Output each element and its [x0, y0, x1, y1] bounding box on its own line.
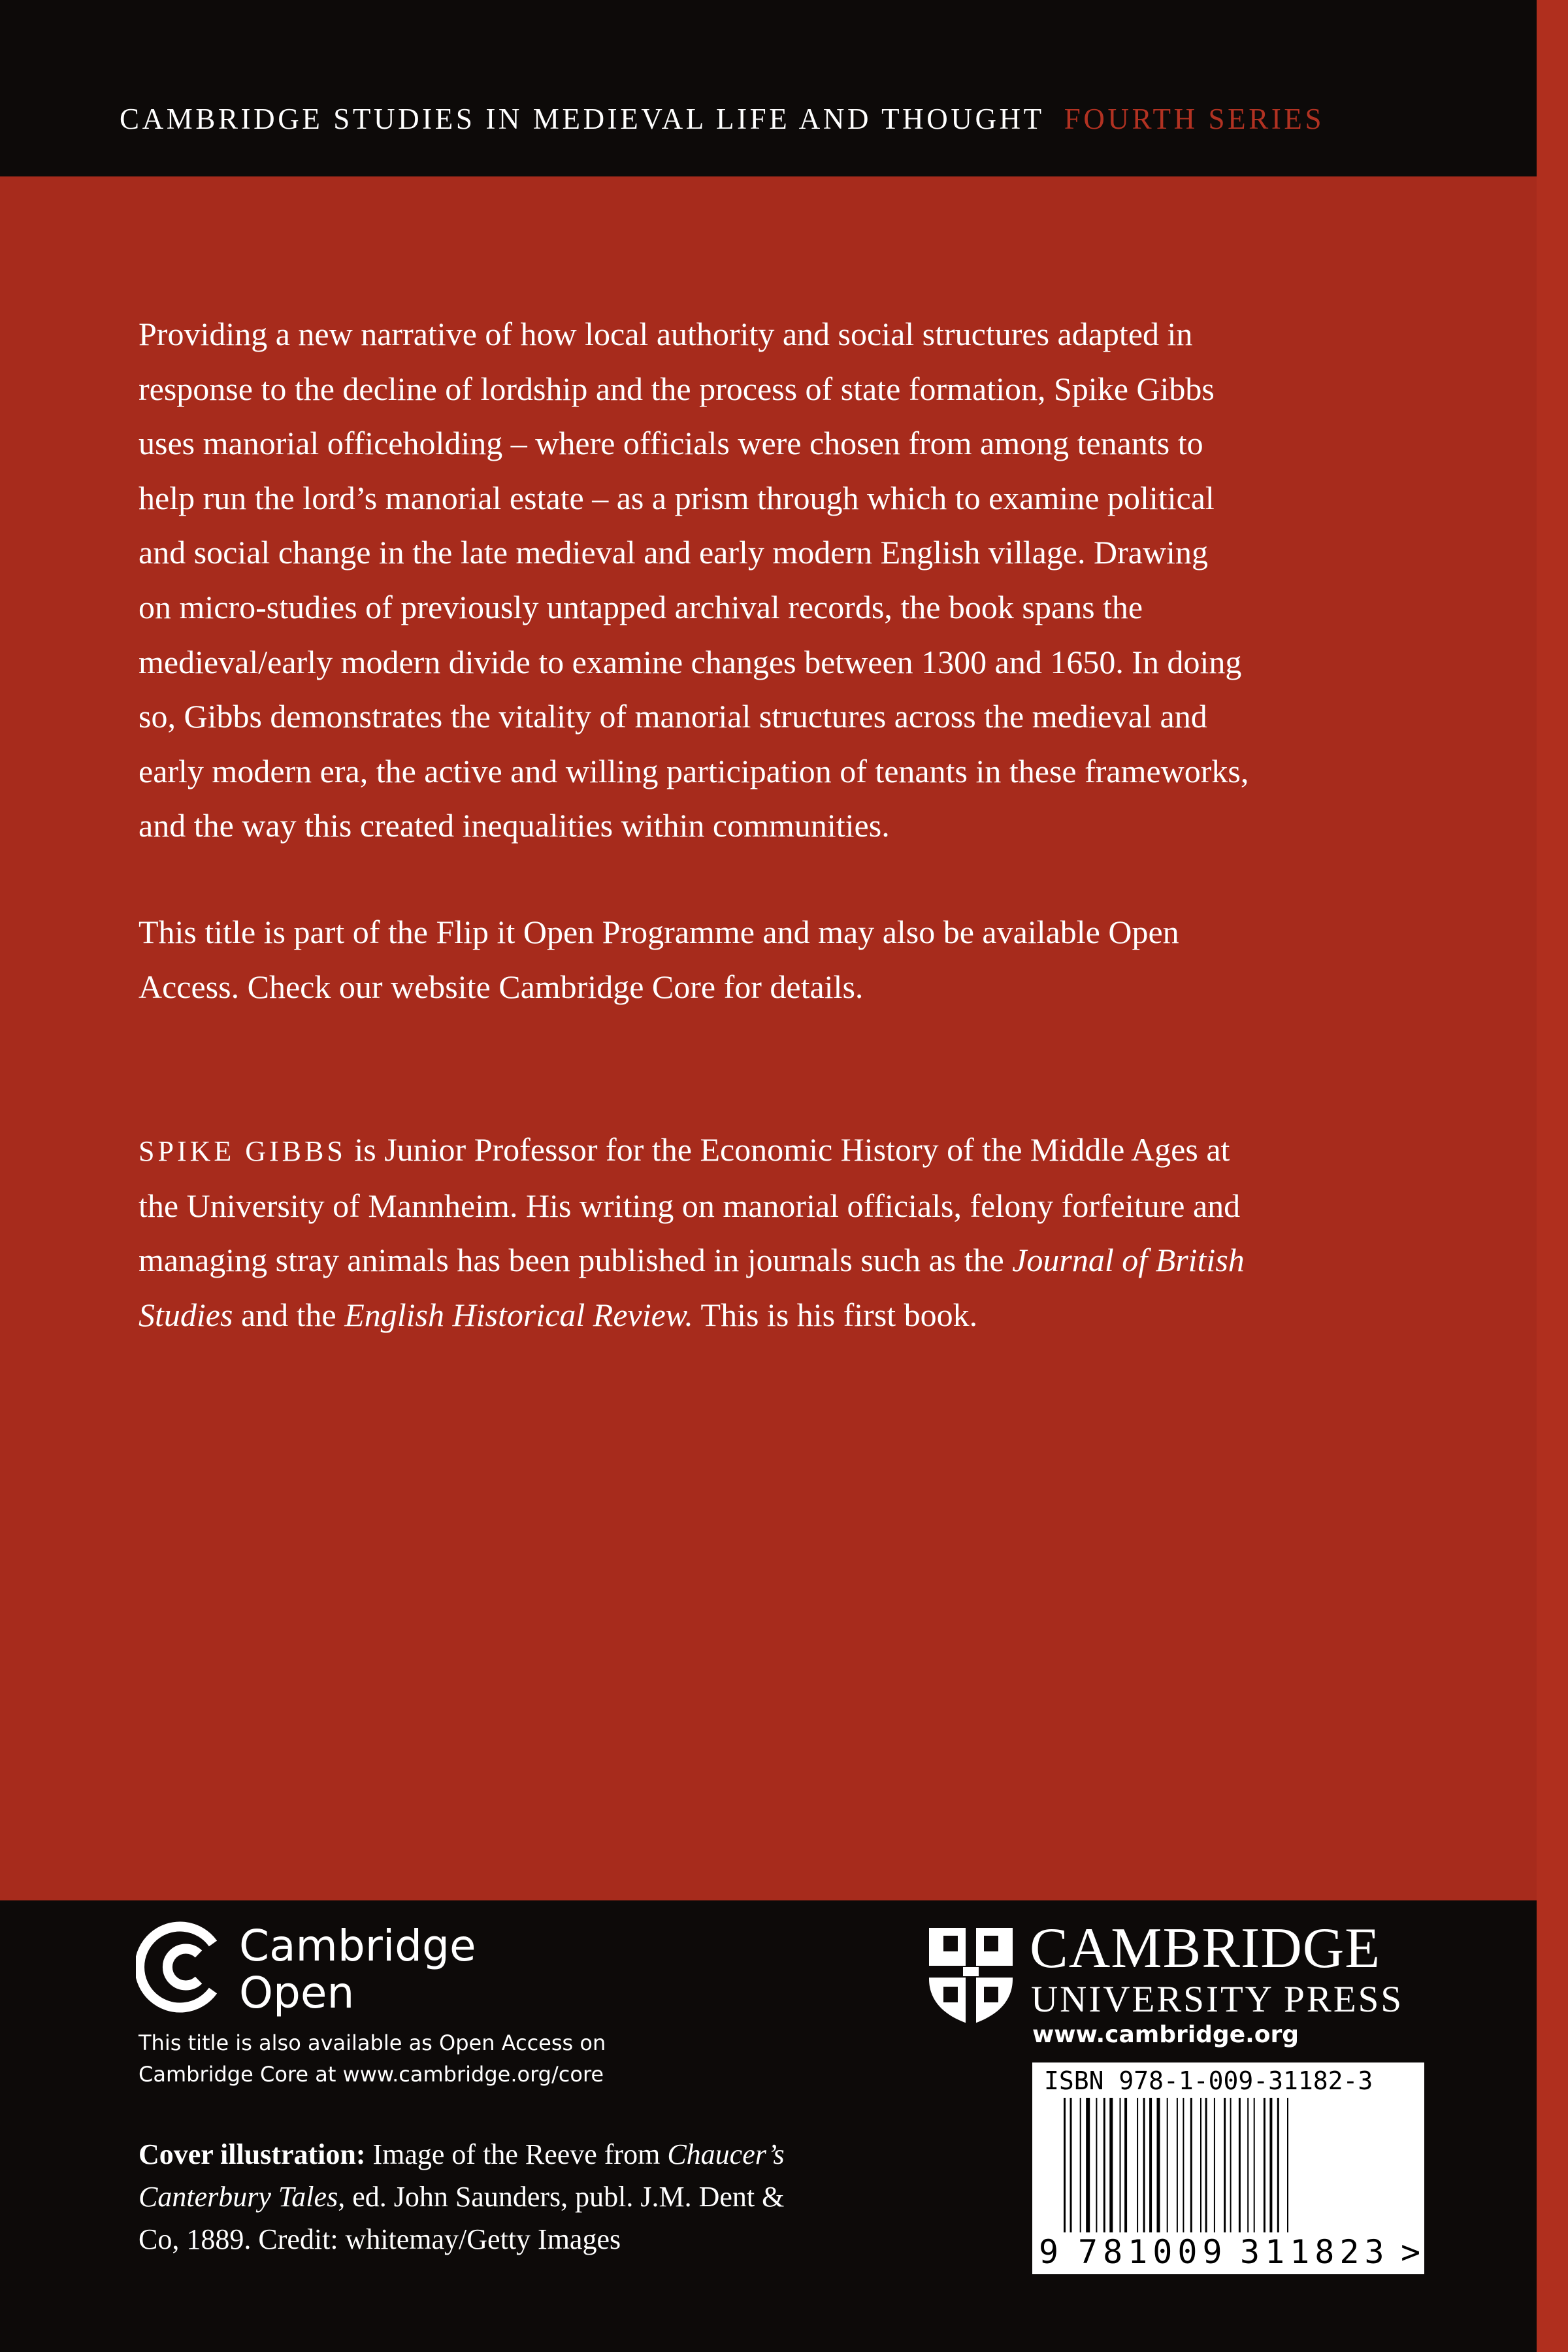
bio-line-4 — [139, 1288, 1445, 1343]
isbn-barcode — [1032, 2062, 1424, 2274]
university-shield-icon — [926, 1925, 1015, 2027]
barcode-digits — [1032, 2234, 1424, 2270]
journal-title: English Historical Review. — [344, 1296, 693, 1333]
journal-title: Studies — [139, 1296, 233, 1333]
series-subtitle: FOURTH SERIES — [1064, 103, 1325, 135]
credit-text: , ed. John Saunders, publ. J.M. Dent & — [338, 2181, 785, 2213]
publisher-name: CAMBRIDGE — [1030, 1917, 1381, 1980]
publisher-subtitle: UNIVERSITY PRESS — [1031, 1979, 1404, 2020]
credit-title: Canterbury Tales — [139, 2181, 338, 2213]
availability-line: Cambridge Core at www.cambridge.org/core — [139, 2062, 604, 2087]
cambridge-open-logo-icon — [136, 1921, 227, 2013]
description-line: on micro-studies of previously untapped archival records, the book spans the — [139, 588, 1143, 625]
description-line: uses manorial officeholding – where officials were chosen from among tenants to — [139, 425, 1203, 462]
bio-line-3 — [139, 1233, 1445, 1288]
journal-title: Journal of British — [1012, 1242, 1245, 1279]
bio-line-1 — [139, 1123, 1445, 1179]
cover-illustration-credit — [139, 2133, 825, 2261]
description-line: help run the lord’s manorial estate – as a prism through which to examine political — [139, 479, 1215, 516]
open-access-availability — [139, 2027, 648, 2090]
series-header-band — [0, 0, 1537, 176]
open-access-note — [139, 905, 1445, 1014]
description-line: so, Gibbs demonstrates the vitality of manorial structures across the medieval and — [139, 698, 1207, 735]
bio-text: is Junior Professor for the Economic History of the Middle Ages at — [346, 1131, 1230, 1168]
cambridge-open-wordmark — [239, 1923, 476, 2017]
credit-title: Chaucer’s — [667, 2138, 785, 2170]
description-line: early modern era, the active and willing participation of tenants in these frameworks, — [139, 752, 1249, 789]
cambridge-open-line1: Cambridge — [239, 1921, 476, 1971]
series-title: CAMBRIDGE STUDIES IN MEDIEVAL LIFE AND THOUGHT — [120, 103, 1045, 135]
open-access-line: Access. Check our website Cambridge Core for details. — [139, 968, 864, 1005]
credit-text: Image of the Reeve from — [365, 2138, 668, 2170]
description-line: and the way this created inequalities within communities. — [139, 807, 890, 844]
author-bio — [139, 1123, 1445, 1342]
author-name: SPIKE GIBBS — [139, 1135, 346, 1167]
credit-line-2 — [139, 2176, 825, 2218]
right-edge-strip — [1537, 0, 1568, 2352]
bio-line-2: the University of Mannheim. His writing on manorial officials, felony forfeiture and — [139, 1187, 1241, 1224]
open-access-line: This title is part of the Flip it Open Programme and may also be available Open — [139, 914, 1179, 950]
barcode-digits-right: 311823 — [1240, 2233, 1390, 2271]
credit-line-1 — [139, 2133, 825, 2176]
barcode-digit-first: 9 — [1039, 2233, 1059, 2271]
barcode-bars — [1032, 2098, 1424, 2232]
cambridge-open-line2: Open — [239, 1968, 355, 2018]
barcode-digits-left: 781009 — [1078, 2233, 1228, 2271]
isbn-label: ISBN 978-1-009-31182-3 — [1044, 2066, 1373, 2095]
bio-text: and the — [233, 1296, 345, 1333]
publisher-url: www.cambridge.org — [1032, 2021, 1299, 2048]
description-line: Providing a new narrative of how local authority and social structures adapted in — [139, 316, 1193, 352]
description-line: medieval/early modern divide to examine changes between 1300 and 1650. In doing — [139, 643, 1242, 680]
book-description — [139, 307, 1445, 853]
credit-label: Cover illustration: — [139, 2138, 366, 2170]
credit-line-3: Co, 1889. Credit: whitemay/Getty Images — [139, 2223, 621, 2255]
description-line: and social change in the late medieval and early modern English village. Drawing — [139, 534, 1208, 571]
bio-text: managing stray animals has been published in journals such as the — [139, 1242, 1013, 1279]
barcode-quiet-mark: > — [1401, 2233, 1421, 2271]
availability-line: This title is also available as Open Access on — [139, 2030, 606, 2055]
description-line: response to the decline of lordship and the process of state formation, Spike Gibbs — [139, 370, 1215, 407]
bio-text: This is his first book. — [693, 1296, 978, 1333]
